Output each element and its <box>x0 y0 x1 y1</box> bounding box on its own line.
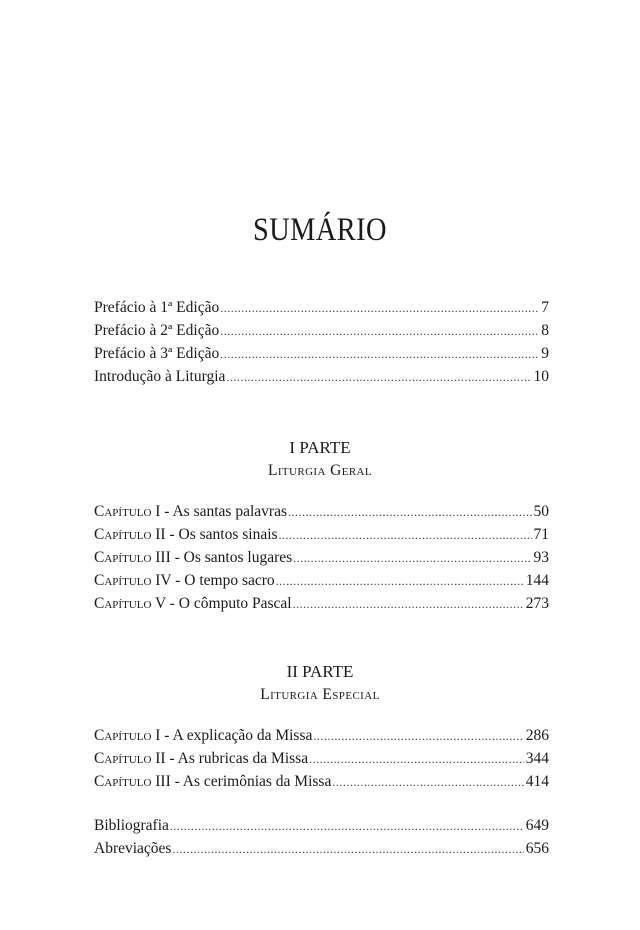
dot-leader <box>279 524 532 547</box>
toc-entry-page: 50 <box>533 503 549 520</box>
toc-entry-page: 71 <box>533 526 549 543</box>
dot-leader <box>220 343 539 366</box>
toc-entry-label <box>94 592 292 615</box>
dot-leader <box>313 725 523 748</box>
toc-entry-label: Introdução à Liturgia <box>94 368 226 385</box>
front-matter-list <box>94 296 549 388</box>
toc-entry-chapter-4[interactable] <box>94 569 549 592</box>
chapter-title: I - A explicação da Missa <box>151 727 313 744</box>
dot-leader <box>276 570 524 593</box>
toc-entry-label: Prefácio à 3ª Edição <box>94 345 220 362</box>
chapter-title: III - Os santos lugares <box>151 549 293 566</box>
toc-entry-prefacio-3[interactable] <box>94 342 549 365</box>
page-title: SUMÁRIO <box>253 212 387 248</box>
dot-leader <box>288 501 532 524</box>
chapter-prefix: Capítulo <box>94 773 152 790</box>
chapter-title: I - As santas palavras <box>151 503 287 520</box>
toc-entry-label: Prefácio à 2ª Edição <box>94 322 220 339</box>
toc-entry-page: 286 <box>525 727 549 744</box>
part-1-title: I PARTE <box>289 438 351 457</box>
chapter-title: III - As cerimônias da Missa <box>151 773 332 790</box>
part-2-title: II PARTE <box>286 662 354 681</box>
toc-entry-label: Abreviações <box>94 840 172 857</box>
dot-leader <box>293 547 531 570</box>
toc-entry-chapter-2[interactable] <box>94 523 549 546</box>
toc-entry-page: 144 <box>525 572 549 589</box>
chapter-prefix: Capítulo <box>94 526 152 543</box>
toc-entry-bibliografia[interactable] <box>94 814 549 837</box>
part-2-chapter-list <box>94 724 549 793</box>
dot-leader <box>226 366 531 389</box>
toc-entry-label <box>94 770 331 793</box>
part-1-subtitle: Liturgia Geral <box>267 462 373 479</box>
dot-leader <box>172 838 523 861</box>
toc-entry-page: 10 <box>533 368 549 385</box>
toc-entry-introducao[interactable] <box>94 365 549 388</box>
toc-entry-page: 344 <box>525 750 549 767</box>
toc-entry-label <box>94 724 312 747</box>
toc-entry-abreviacoes[interactable] <box>94 837 549 860</box>
toc-entry-label: Bibliografia <box>94 817 169 834</box>
chapter-title: II - As rubricas da Missa <box>151 750 309 767</box>
toc-entry-page: 93 <box>533 549 549 566</box>
toc-entry-chapter-2[interactable] <box>94 747 549 770</box>
toc-entry-page: 273 <box>525 595 549 612</box>
part-2-subtitle: Liturgia Especial <box>260 686 380 703</box>
toc-entry-label <box>94 747 308 770</box>
dot-leader <box>309 748 524 771</box>
part-1-chapter-list <box>94 500 549 615</box>
toc-entry-chapter-1[interactable] <box>94 724 549 747</box>
toc-entry-chapter-5[interactable] <box>94 592 549 615</box>
chapter-prefix: Capítulo <box>94 595 152 612</box>
dot-leader <box>170 815 524 838</box>
toc-entry-prefacio-1[interactable] <box>94 296 549 319</box>
toc-entry-page: 414 <box>525 773 549 790</box>
dot-leader <box>220 320 539 343</box>
chapter-title: IV - O tempo sacro <box>151 572 275 589</box>
toc-entry-chapter-3[interactable] <box>94 770 549 793</box>
chapter-prefix: Capítulo <box>94 503 152 520</box>
toc-entry-label <box>94 523 278 546</box>
toc-entry-prefacio-2[interactable] <box>94 319 549 342</box>
chapter-title: II - Os santos sinais <box>151 526 278 543</box>
chapter-title: V - O cômputo Pascal <box>151 595 292 612</box>
toc-entry-label <box>94 546 292 569</box>
toc-entry-chapter-3[interactable] <box>94 546 549 569</box>
dot-leader <box>332 771 523 794</box>
toc-entry-page: 7 <box>541 299 549 316</box>
back-matter-list <box>94 814 549 860</box>
dot-leader <box>220 297 539 320</box>
chapter-prefix: Capítulo <box>94 572 152 589</box>
toc-entry-chapter-1[interactable] <box>94 500 549 523</box>
toc-entry-page: 649 <box>525 817 549 834</box>
dot-leader <box>293 593 524 616</box>
chapter-prefix: Capítulo <box>94 727 152 744</box>
toc-entry-page: 9 <box>541 345 549 362</box>
toc-entry-label <box>94 500 287 523</box>
toc-entry-page: 656 <box>525 840 549 857</box>
toc-entry-label <box>94 569 275 592</box>
chapter-prefix: Capítulo <box>94 750 152 767</box>
chapter-prefix: Capítulo <box>94 549 152 566</box>
toc-entry-page: 8 <box>541 322 549 339</box>
toc-entry-label: Prefácio à 1ª Edição <box>94 299 220 316</box>
